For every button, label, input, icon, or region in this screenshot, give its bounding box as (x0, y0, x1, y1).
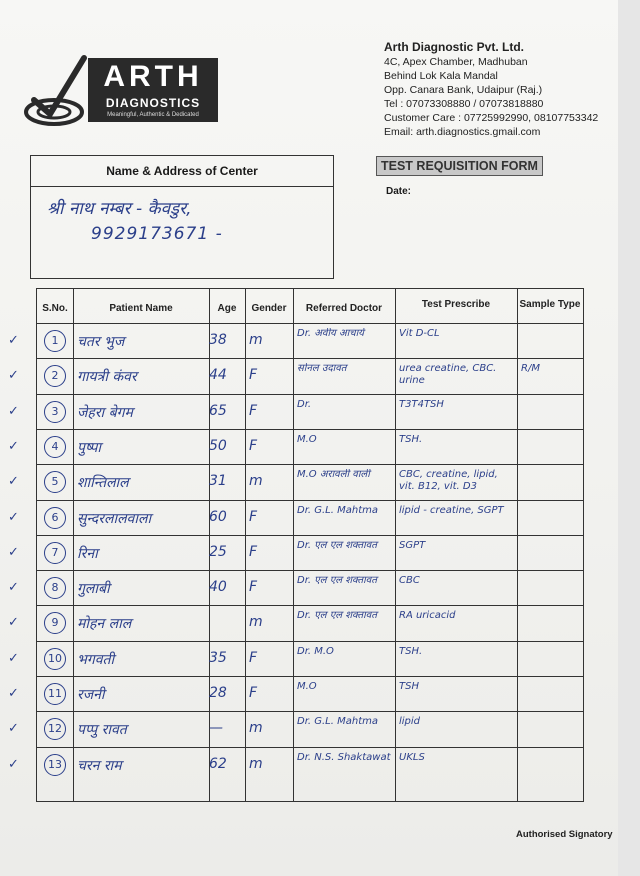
cell-name: मोहन लाल (77, 616, 132, 633)
cell-test: TSH (399, 681, 419, 692)
cell-sno (37, 648, 73, 670)
cell-doctor: Dr. N.S. Shaktawat (297, 751, 391, 763)
cell-age: 65 (209, 402, 227, 419)
check-mark-icon: ✓ (8, 685, 19, 700)
row-divider (37, 641, 583, 642)
cell-gender: F (249, 402, 258, 419)
cell-sample (521, 646, 581, 675)
cell-name: भगवती (77, 651, 115, 668)
row-divider (37, 535, 583, 536)
cell-test: lipid - creatine, SGPT (399, 504, 504, 516)
cell-doctor: सोनल उदावत (297, 363, 347, 375)
cell-test: TSH. (399, 645, 423, 657)
cell-gender: F (249, 649, 258, 666)
date-label: Date: (386, 186, 412, 197)
cell-age: 40 (209, 579, 227, 596)
header-gender: Gender (251, 303, 287, 314)
cell-sample (521, 610, 581, 639)
cell-test: Vit D-CL (399, 328, 440, 339)
cell-name: सुन्दरलालवाला (77, 510, 152, 527)
cell-sample (521, 752, 581, 781)
cell-sno (37, 365, 73, 387)
cell-age: 25 (209, 543, 227, 560)
header-age: Age (217, 303, 237, 314)
cell-doctor: Dr. G.L. Mahtma (297, 504, 378, 516)
cell-name: शान्तिलाल (77, 475, 129, 492)
cell-doctor: Dr. M.O (297, 645, 334, 657)
cell-doctor: M.O अरावली वाली (297, 469, 370, 481)
cell-age: 31 (209, 473, 227, 490)
column-divider (517, 289, 518, 801)
cell-name: पप्पु रावत (77, 722, 127, 739)
center-name-handwritten: श्री नाथ नम्बर - कैवडुर, (47, 199, 192, 219)
cell-gender: m (249, 755, 263, 772)
serial-number: 9 (44, 612, 66, 634)
cell-doctor: Dr. (297, 398, 312, 410)
patient-table (36, 288, 584, 802)
row-divider (37, 464, 583, 465)
cell-age: 62 (209, 755, 227, 772)
row-divider (37, 429, 583, 430)
check-mark-icon: ✓ (8, 543, 19, 559)
cell-sample (521, 575, 581, 604)
cell-sno (37, 330, 73, 352)
cell-gender: F (249, 685, 258, 701)
cell-age: 38 (209, 332, 227, 348)
address-line-1: 4C, Apex Chamber, Madhuban (384, 56, 528, 68)
cell-gender: F (249, 579, 258, 596)
row-divider (37, 570, 583, 571)
cell-sno (37, 542, 73, 564)
row-divider (37, 323, 583, 324)
cell-age: 50 (209, 437, 227, 454)
serial-number: 4 (44, 436, 66, 458)
cell-test: lipid (399, 716, 421, 728)
cell-sample (521, 716, 581, 745)
cell-age: — (209, 720, 223, 737)
cell-gender: m (249, 332, 263, 348)
cell-sno (37, 718, 73, 740)
company-tel: Tel : 07073308880 / 07073818880 (384, 98, 544, 110)
column-divider (395, 289, 396, 801)
cell-gender: F (249, 437, 258, 454)
company-logo (24, 52, 220, 132)
cell-doctor: Dr. अवीय आचार्य (297, 328, 364, 339)
row-divider (37, 500, 583, 501)
header-test-prescribe: Test Prescribe (421, 299, 491, 310)
row-divider (37, 676, 583, 677)
company-customer-care: Customer Care : 07725992990, 08107753342 (384, 112, 599, 124)
row-divider (37, 358, 583, 359)
cell-name: चतर भुज (77, 334, 125, 350)
header-sno: S.No. (42, 303, 68, 314)
cell-test: CBC (399, 575, 420, 587)
cell-doctor: Dr. एल एल शक्तावत (297, 539, 377, 551)
check-mark-icon: ✓ (8, 508, 19, 524)
cell-gender: m (249, 720, 263, 737)
address-line-2: Behind Lok Kala Mandal (384, 70, 498, 82)
serial-number: 12 (44, 718, 66, 740)
column-divider (245, 289, 246, 801)
check-mark-icon: ✓ (8, 755, 19, 771)
logo-sub-text: DIAGNOSTICS (105, 96, 201, 110)
check-mark-icon: ✓ (8, 367, 19, 383)
check-mark-icon: ✓ (8, 437, 19, 453)
serial-number: 13 (44, 754, 66, 776)
cell-age: 60 (209, 508, 227, 525)
cell-test: UKLS (399, 751, 425, 763)
cell-age: 44 (209, 367, 227, 384)
address-line-3: Opp. Canara Bank, Udaipur (Raj.) (384, 84, 543, 96)
cell-sample (521, 469, 581, 498)
serial-number: 3 (44, 401, 66, 423)
serial-number: 5 (44, 471, 66, 493)
header-referred-doctor: Referred Doctor (305, 303, 383, 314)
cell-name: गुलाबी (77, 581, 110, 598)
cell-sno (37, 471, 73, 493)
center-phone-handwritten: 9929173671 - (91, 224, 223, 244)
cell-gender: F (249, 508, 258, 525)
cell-name: जेहरा बेगम (77, 404, 133, 421)
cell-age: 35 (209, 649, 227, 666)
header-sample-type: Sample Type (519, 299, 581, 310)
cell-sno (37, 577, 73, 599)
cell-name: रिना (77, 545, 98, 562)
cell-name: गायत्री कंवर (77, 369, 137, 386)
logo-tagline: Meaningful, Authentic & Dedicated (107, 112, 199, 118)
company-details (384, 40, 604, 139)
cell-test: SGPT (399, 539, 426, 551)
serial-number: 8 (44, 577, 66, 599)
company-email: Email: arth.diagnostics.gmail.com (384, 126, 541, 138)
cell-sample (521, 328, 581, 357)
cell-name: पुष्पा (77, 439, 102, 456)
row-divider (37, 605, 583, 606)
cell-age: 28 (209, 685, 227, 701)
cell-gender: m (249, 614, 263, 631)
company-name: Arth Diagnostic Pvt. Ltd. (384, 40, 525, 54)
cell-sample (521, 434, 581, 463)
cell-sample (521, 681, 581, 710)
check-mark-icon: ✓ (8, 614, 19, 630)
cell-name: चरन राम (77, 757, 122, 774)
column-divider (73, 289, 74, 801)
logo-main-text: ARTH (103, 60, 203, 93)
serial-number: 6 (44, 507, 66, 529)
check-mark-icon: ✓ (8, 473, 19, 489)
scan-background (618, 0, 640, 876)
cell-test: urea creatine, CBC. urine (399, 363, 497, 387)
cell-sno (37, 507, 73, 529)
cell-sample (521, 505, 581, 534)
cell-sno (37, 401, 73, 423)
cell-sno (37, 754, 73, 776)
cell-gender: F (249, 543, 258, 560)
cell-sno (37, 436, 73, 458)
cell-doctor: Dr. एल एल शक्तावत (297, 610, 377, 622)
cell-test: RA uricacid (399, 610, 456, 622)
cell-doctor: Dr. एल एल शक्तावत (297, 575, 377, 587)
check-mark-icon: ✓ (8, 720, 19, 736)
check-mark-icon: ✓ (8, 649, 19, 665)
column-divider (293, 289, 294, 801)
cell-gender: m (249, 473, 263, 490)
cell-doctor: M.O (297, 433, 317, 445)
check-mark-icon: ✓ (8, 402, 19, 418)
checkmark-target-icon (24, 52, 88, 132)
serial-number: 1 (44, 330, 66, 352)
center-box-title: Name & Address of Center (31, 156, 333, 187)
logo-wordmark-box (88, 58, 218, 122)
row-divider (37, 394, 583, 395)
cell-doctor: Dr. G.L. Mahtma (297, 716, 378, 728)
cell-test: T3T4TSH (399, 398, 444, 410)
cell-sno (37, 683, 73, 705)
center-address-box (30, 155, 334, 279)
check-mark-icon: ✓ (8, 332, 19, 347)
row-divider (37, 711, 583, 712)
cell-sample (521, 540, 581, 569)
cell-doctor: M.O (297, 681, 317, 692)
serial-number: 10 (44, 648, 66, 670)
cell-test: CBC, creatine, lipid, vit. B12, vit. D3 (399, 469, 498, 493)
header-patient-name: Patient Name (109, 303, 173, 314)
check-mark-icon: ✓ (8, 579, 19, 595)
authorised-signatory: Authorised Signatory (516, 829, 613, 840)
cell-sample (521, 399, 581, 428)
form-title: TEST REQUISITION FORM (376, 156, 543, 176)
cell-name: रजनी (77, 687, 105, 703)
cell-gender: F (249, 367, 258, 384)
cell-sample: R/M (521, 363, 540, 375)
cell-test: TSH. (399, 433, 423, 445)
serial-number: 7 (44, 542, 66, 564)
serial-number: 2 (44, 365, 66, 387)
serial-number: 11 (44, 683, 66, 705)
row-divider (37, 747, 583, 748)
cell-sno (37, 612, 73, 634)
